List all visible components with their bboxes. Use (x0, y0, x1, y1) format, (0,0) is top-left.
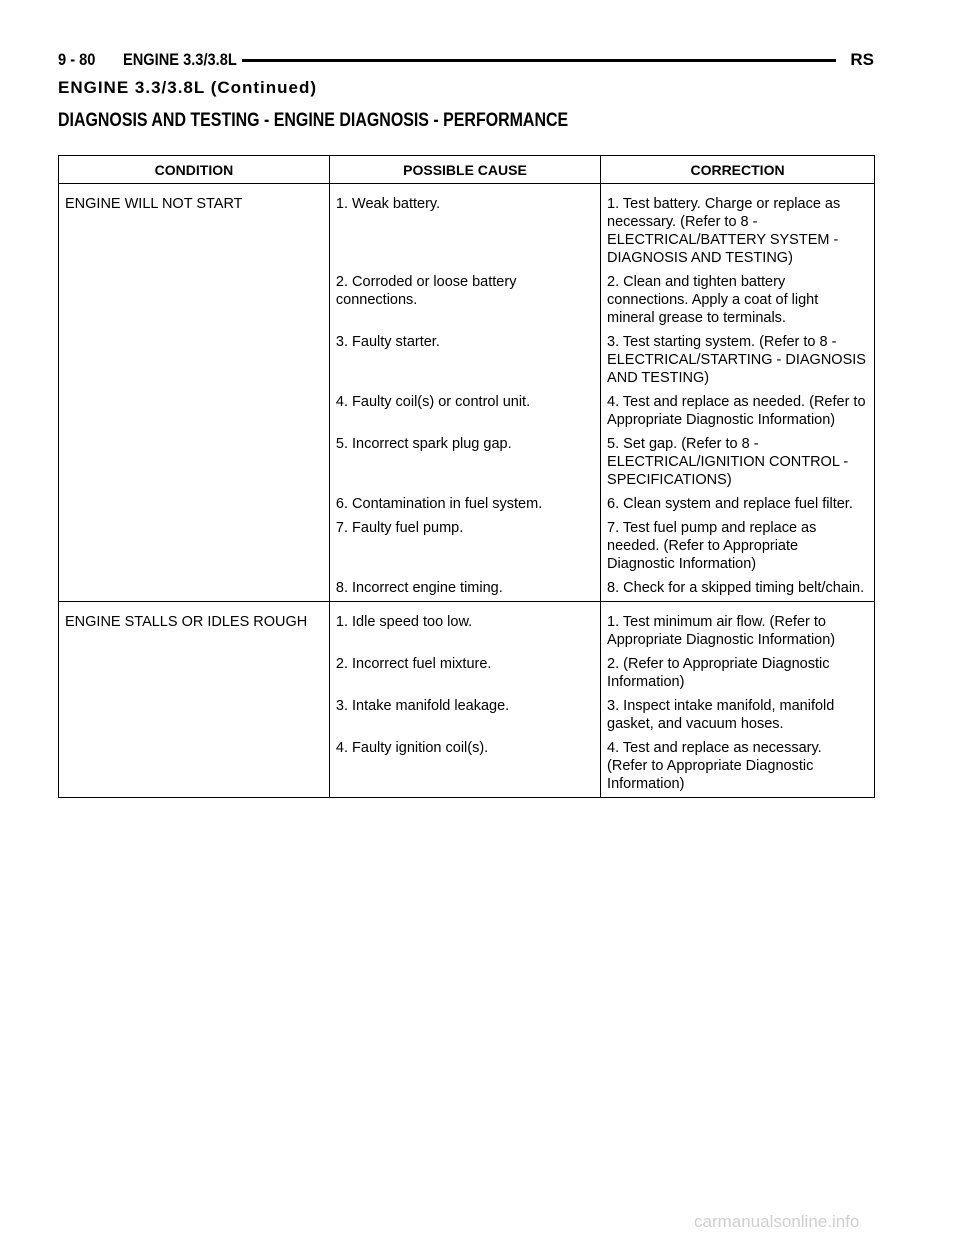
correction-text: 1. Test minimum air flow. (Refer to Appropriate Diagnostic Information) (607, 614, 836, 648)
possible-cause-cell (329, 602, 600, 653)
condition-text: ENGINE STALLS OR IDLES ROUGH (65, 614, 308, 630)
correction-text: 2. Clean and tighten battery connections. Apply a coat of light mineral grease to terminals. (607, 274, 819, 326)
possible-cause-cell (329, 694, 600, 736)
possible-cause-text: 3. Faulty starter. (335, 334, 440, 350)
correction-text: 4. Test and replace as necessary. (Refer to Appropriate Diagnostic Information) (607, 740, 822, 792)
possible-cause-text: 4. Faulty coil(s) or control unit. (335, 394, 531, 410)
correction-cell (601, 432, 875, 492)
possible-cause-cell (329, 432, 600, 492)
possible-cause-text: 2. Corroded or loose battery connections. (335, 274, 517, 308)
table-header-row (59, 156, 875, 184)
possible-cause-cell (329, 390, 600, 432)
page-number: 9 - 80 (58, 50, 96, 69)
correction-text: 7. Test fuel pump and replace as needed. (Refer to Appropriate Diagnostic Information) (607, 520, 817, 572)
correction-cell (601, 270, 875, 330)
correction-text: 5. Set gap. (Refer to 8 - ELECTRICAL/IGNITION CONTROL - SPECIFICATIONS) (607, 436, 849, 488)
continued-heading: ENGINE 3.3/3.8L (Continued) (58, 78, 318, 97)
correction-cell (601, 602, 875, 653)
possible-cause-text: 5. Incorrect spark plug gap. (335, 436, 512, 452)
watermark: carmanualsonline.info (694, 1212, 860, 1231)
condition-text: ENGINE WILL NOT START (65, 196, 243, 212)
possible-cause-text: 1. Weak battery. (335, 196, 441, 212)
header-left (58, 50, 256, 70)
correction-cell (601, 652, 875, 694)
correction-text: 4. Test and replace as needed. (Refer to Appropriate Diagnostic Information) (607, 394, 866, 428)
possible-cause-text: 1. Idle speed too low. (335, 614, 473, 630)
correction-text: 8. Check for a skipped timing belt/chain. (607, 580, 865, 596)
correction-text: 1. Test battery. Charge or replace as necessary. (Refer to 8 - ELECTRICAL/BATTERY SYSTEM - DIAGNOSIS AND TESTING) (607, 196, 841, 266)
correction-text: 3. Test starting system. (Refer to 8 - ELECTRICAL/STARTING - DIAGNOSIS AND TESTING) (607, 334, 866, 386)
header-code: RS (850, 50, 874, 69)
possible-cause-text: 3. Intake manifold leakage. (335, 698, 510, 714)
correction-cell (601, 694, 875, 736)
header-section-title: ENGINE 3.3/3.8L (123, 50, 238, 69)
correction-cell (601, 576, 875, 602)
correction-cell (601, 516, 875, 576)
possible-cause-text: 7. Faulty fuel pump. (335, 520, 464, 536)
correction-cell (601, 330, 875, 390)
page-header (58, 48, 874, 72)
column-header-condition: CONDITION (59, 156, 330, 184)
table-row (59, 184, 875, 271)
table-body (59, 184, 875, 798)
possible-cause-cell (329, 652, 600, 694)
correction-cell (601, 184, 875, 271)
correction-text: 2. (Refer to Appropriate Diagnostic Information) (607, 656, 830, 690)
condition-cell (59, 602, 330, 798)
correction-text: 6. Clean system and replace fuel filter. (607, 496, 853, 512)
possible-cause-text: 6. Contamination in fuel system. (335, 496, 543, 512)
diagnosis-table (58, 155, 875, 798)
column-header-possible-cause: POSSIBLE CAUSE (329, 156, 600, 184)
possible-cause-cell (329, 492, 600, 516)
section-title: DIAGNOSIS AND TESTING - ENGINE DIAGNOSIS - PERFORMANCE (58, 110, 569, 131)
possible-cause-text: 4. Faulty ignition coil(s). (335, 740, 489, 756)
column-header-correction: CORRECTION (601, 156, 875, 184)
condition-cell (59, 184, 330, 602)
table-row (59, 602, 875, 653)
correction-cell (601, 492, 875, 516)
correction-cell (601, 390, 875, 432)
possible-cause-text: 8. Incorrect engine timing. (335, 580, 503, 596)
possible-cause-cell (329, 576, 600, 602)
header-rule (242, 59, 837, 62)
possible-cause-cell (329, 736, 600, 798)
possible-cause-cell (329, 330, 600, 390)
possible-cause-cell (329, 270, 600, 330)
possible-cause-cell (329, 184, 600, 271)
correction-text: 3. Inspect intake manifold, manifold gasket, and vacuum hoses. (607, 698, 835, 732)
correction-cell (601, 736, 875, 798)
possible-cause-text: 2. Incorrect fuel mixture. (335, 656, 492, 672)
possible-cause-cell (329, 516, 600, 576)
